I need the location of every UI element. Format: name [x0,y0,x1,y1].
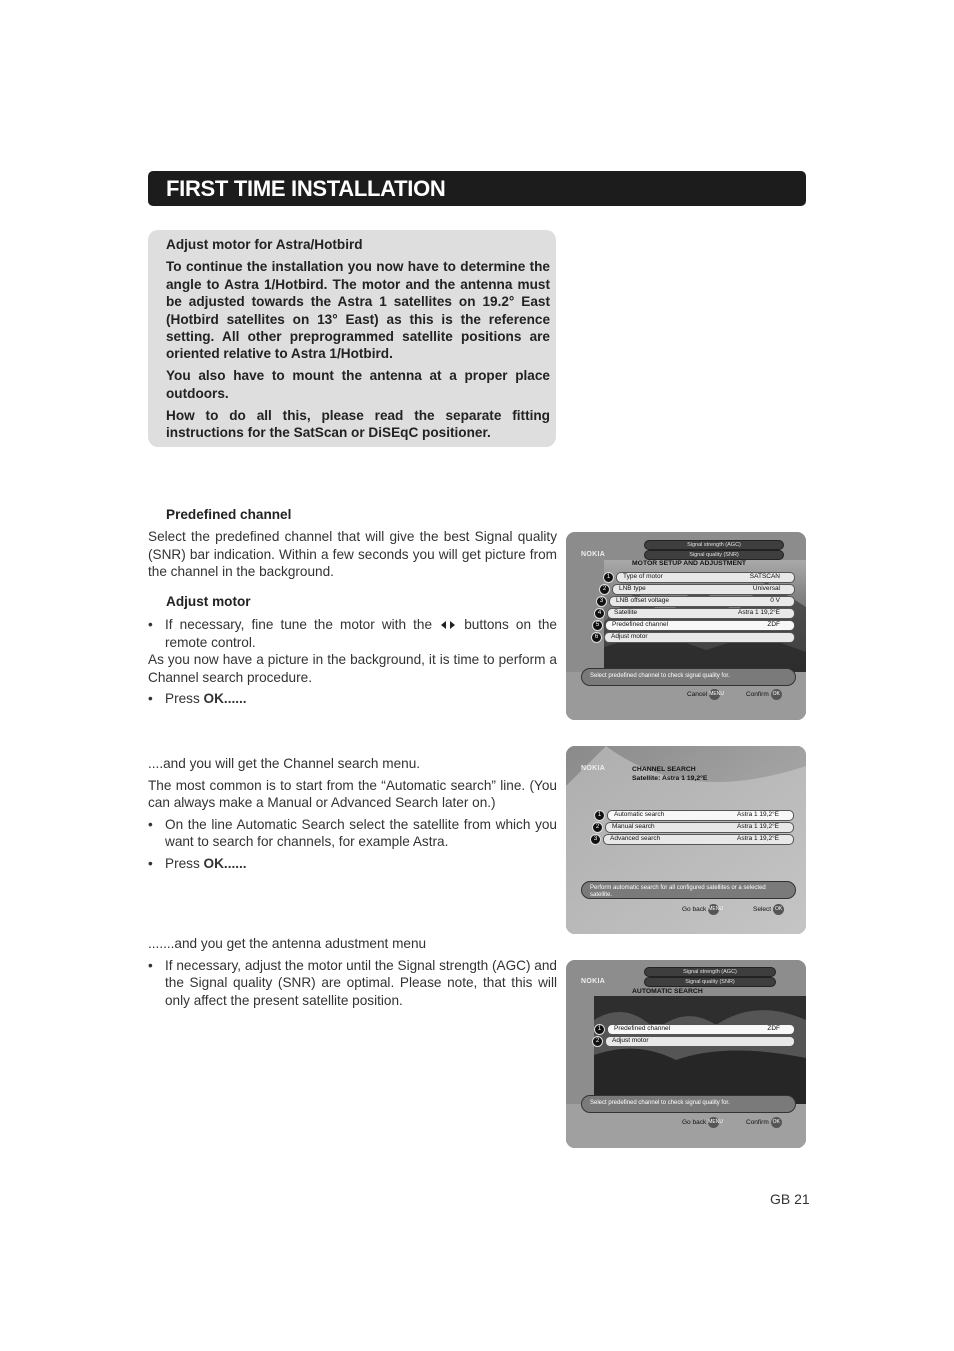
list-item: • On the line Automatic Search select the satellite from which you want to search for channels, for example Astra. [148,816,557,850]
page-number: GB 21 [770,1191,810,1207]
list-item: • If necessary, adjust the motor until the Signal strength (AGC) and the Signal quality (SNR) are optimal. Please note, that this will only affect the present satellite position. [148,957,557,1008]
row-number: 1 [594,810,605,821]
nokia-logo: NOKIA [581,765,606,772]
press-label: Press [165,691,200,707]
confirm-button[interactable]: Confirm OK [746,1119,780,1127]
help-bar: Select predefined channel to check signal quality for. [581,668,796,686]
help-bar: Perform automatic search for all configured satellites or a selected satellite. [581,881,796,899]
row-number: 2 [599,584,610,595]
go-back-button[interactable]: Go back MENU [682,906,723,914]
nokia-logo: NOKIA [581,978,606,985]
section-header-bar [148,171,806,206]
row-number: 1 [603,572,614,583]
screenshot-automatic-search [566,960,806,1148]
section2-text [148,755,557,873]
arrow-right-icon [450,621,455,629]
menu-button-icon: MENU [709,689,720,700]
confirm-button[interactable]: Confirm OK [746,691,780,699]
row-number: 2 [592,1036,603,1047]
list-item: • Press OK...... [148,691,247,707]
info-paragraph-1: To continue the installation you now have to determine the angle to Astra 1/Hotbird. The motor and the antenna must be adjusted towards the Astra 1 satellites on 19.2° East (Hotbird satellites on 13° East) as this is the reference setting. All other preprogrammed satellite positions are oriented relative to Astra 1/Hotbird. [166,259,550,362]
menu-row-lnb-type[interactable]: LNB type Universal [612,584,795,595]
section2-bullet: On the line Automatic Search select the satellite from which you want to search for channels, for example Astra. [165,816,557,850]
menu-button-icon: MENU [708,904,719,915]
go-back-button[interactable]: Go back MENU [682,1119,723,1127]
row-number: 1 [594,1024,605,1035]
row-number: 6 [591,632,602,643]
section3-bullet: If necessary, adjust the motor until the Signal strength (AGC) and the Signal quality (SNR) are optimal. Please note, that this will only affect the present satellite position. [165,957,557,1008]
menu-title: AUTOMATIC SEARCH [632,988,703,995]
section1-bullets [148,616,557,708]
menu-row-lnb-offset[interactable]: LNB offset voltage 0 V [609,596,795,607]
ok-button-icon: OK [773,904,784,915]
menu-row-adjust-motor[interactable]: Adjust motor [605,1036,795,1047]
arrow-left-icon [441,621,446,629]
row-number: 4 [594,608,605,619]
list-item: • If necessary, fine tune the motor with the buttons on the remote control. [148,617,557,650]
section-title: FIRST TIME INSTALLATION [166,176,446,201]
row-number: 3 [596,596,607,607]
nokia-logo: NOKIA [581,551,606,558]
menu-title: CHANNEL SEARCH [632,766,696,773]
menu-row-satellite[interactable]: Satellite Astra 1 19,2°E [607,608,795,619]
row-number: 5 [592,620,603,631]
menu-title: MOTOR SETUP AND ADJUSTMENT [632,560,747,567]
section2-paragraph: The most common is to start from the “Automatic search” line. (You can always make a Manual or Advanced Search later on.) [148,777,557,811]
menu-row-type-of-motor[interactable]: Type of motor SATSCAN [616,572,795,583]
menu-subtitle: Satellite: Astra 1 19,2°E [632,775,708,782]
info-box [148,230,556,447]
signal-quality-bar: Signal quality (SNR) [644,977,776,987]
info-heading: Adjust motor for Astra/Hotbird [166,237,363,252]
menu-row-predefined-channel[interactable]: Predefined channel ZDF [605,620,795,631]
press-label: Press [165,855,200,871]
predefined-channel-heading: Predefined channel [166,507,292,522]
menu-row-predefined-channel[interactable]: Predefined channel ZDF [607,1024,795,1035]
bullet-text-b: buttons on the remote control. [165,617,557,650]
info-paragraph-2: You also have to mount the antenna at a proper place outdoors. [166,368,550,401]
adjust-motor-heading: Adjust motor [166,594,251,609]
screenshot-channel-search [566,746,806,934]
menu-row-automatic-search[interactable]: Automatic search Astra 1 19,2°E [607,810,794,821]
row-number: 2 [592,822,603,833]
cancel-button[interactable]: Cancel MENU [687,691,724,699]
signal-strength-bar: Signal strength (AGC) [644,540,784,550]
ok-button-icon: OK [771,1117,782,1128]
ok-label: OK...... [203,855,247,871]
section1-paragraph-2: As you now have a picture in the background, it is time to perform a Channel search procedure. [148,652,557,685]
signal-quality-bar: Signal quality (SNR) [644,550,784,560]
help-bar: Select predefined channel to check signal quality for. [581,1095,796,1113]
section3-text [148,935,557,1009]
select-button[interactable]: Select OK [753,906,783,914]
section2-intro: ....and you will get the Channel search menu. [148,756,421,771]
bullet-text-a: If necessary, fine tune the motor with the [165,617,433,632]
ok-label: OK...... [203,691,247,707]
section3-intro: .......and you get the antenna adustment menu [148,936,427,951]
menu-button-icon: MENU [708,1117,719,1128]
info-paragraph-3: How to do all this, please read the separate fitting instructions for the SatScan or DiSEqC positioner. [166,407,550,441]
list-item: • Press OK...... [148,855,247,871]
menu-row-adjust-motor[interactable]: Adjust motor [604,632,795,643]
row-number: 3 [590,834,601,845]
screenshot-motor-setup [566,532,806,720]
ok-button-icon: OK [771,689,782,700]
menu-row-advanced-search[interactable]: Advanced search Astra 1 19,2°E [603,834,794,845]
section1-text [148,528,557,581]
menu-row-manual-search[interactable]: Manual search Astra 1 19,2°E [605,822,794,833]
section1-paragraph: Select the predefined channel that will give the best Signal quality (SNR) bar indication. Within a few seconds you will get picture from the channel in the background. [148,529,557,580]
signal-strength-bar: Signal strength (AGC) [644,967,776,977]
